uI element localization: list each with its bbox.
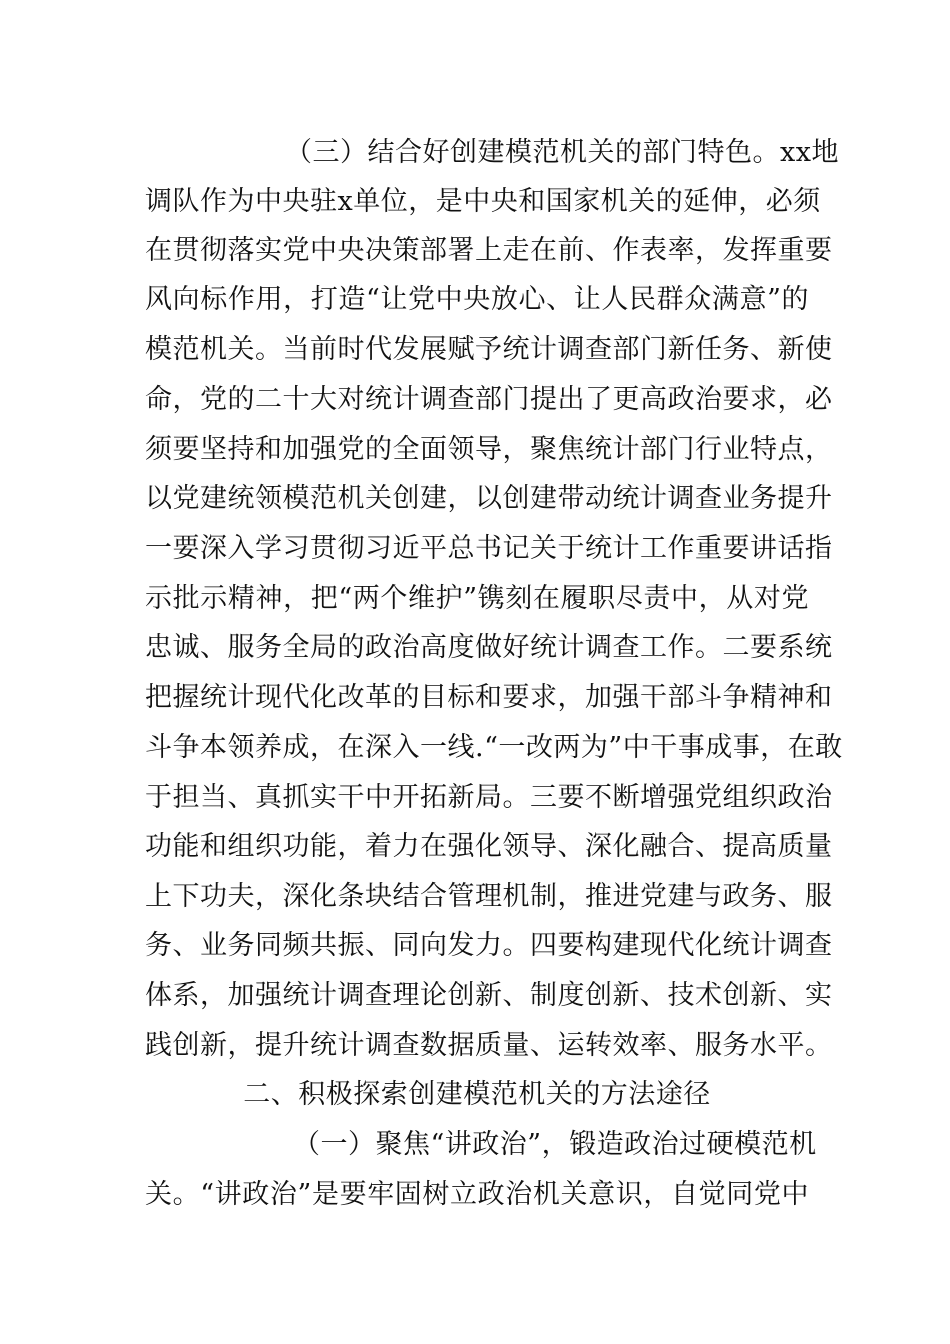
paragraph-3-line-18: 体系，加强统计调查理论创新、制度创新、技术创新、实 (145, 980, 833, 1011)
paragraph-3-line-15: 功能和组织功能，着力在强化领导、深化融合、提高质量 (145, 831, 833, 862)
section-heading: 二、积极探索创建模范机关的方法途径 (243, 1079, 711, 1110)
paragraph-3-line-12: 把握统计现代化改革的目标和要求，加强干部斗争精神和 (145, 682, 833, 713)
paragraph-3-line-3: 在贯彻落实党中央决策部署上走在前、作表率，发挥重要 (145, 235, 833, 266)
paragraph-3-line-16: 上下功夫，深化条块结合管理机制，推进党建与政务、服 (145, 881, 833, 912)
paragraph-3-line-19: 践创新，提升统计调查数据质量、运转效率、服务水平。 (145, 1030, 833, 1061)
paragraph-3-line-11: 忠诚、服务全局的政治高度做好统计调查工作。二要系统 (145, 632, 833, 663)
paragraph-3-line-9: 一要深入学习贯彻习近平总书记关于统计工作重要讲话指 (145, 533, 833, 564)
paragraph-3-line-13: 斗争本领养成，在深入一线.“一改两为”中干事成事，在敢 (145, 732, 843, 763)
paragraph-3-line-8: 以党建统领模范机关创建，以创建带动统计调查业务提升 (145, 483, 833, 514)
paragraph-1-line-2: 关。“讲政治”是要牢固树立政治机关意识，自觉同党中 (145, 1179, 809, 1210)
paragraph-3-line-17: 务、业务同频共振、同向发力。四要构建现代化统计调查 (145, 930, 833, 961)
paragraph-3-line-1: （三）结合好创建模范机关的部门特色。xx地 (285, 137, 839, 168)
paragraph-3-line-4: 风向标作用，打造“让党中央放心、让人民群众满意”的 (145, 284, 809, 315)
paragraph-1-line-1: （一）聚焦“讲政治”，锻造政治过硬模范机 (293, 1129, 817, 1160)
paragraph-3-line-10: 示批示精神，把“两个维护”镌刻在履职尽责中，从对党 (145, 583, 809, 614)
paragraph-3-line-6: 命，党的二十大对统计调查部门提出了更高政治要求，必 (145, 384, 833, 415)
paragraph-3-line-7: 须要坚持和加强党的全面领导，聚焦统计部门行业特点， (145, 434, 833, 465)
paragraph-3-line-14: 于担当、真抓实干中开拓新局。三要不断增强党组织政治 (145, 782, 833, 813)
paragraph-3-line-5: 模范机关。当前时代发展赋予统计调查部门新任务、新使 (145, 334, 833, 365)
paragraph-3-line-2: 调队作为中央驻x单位，是中央和国家机关的延伸，必须 (145, 186, 821, 217)
